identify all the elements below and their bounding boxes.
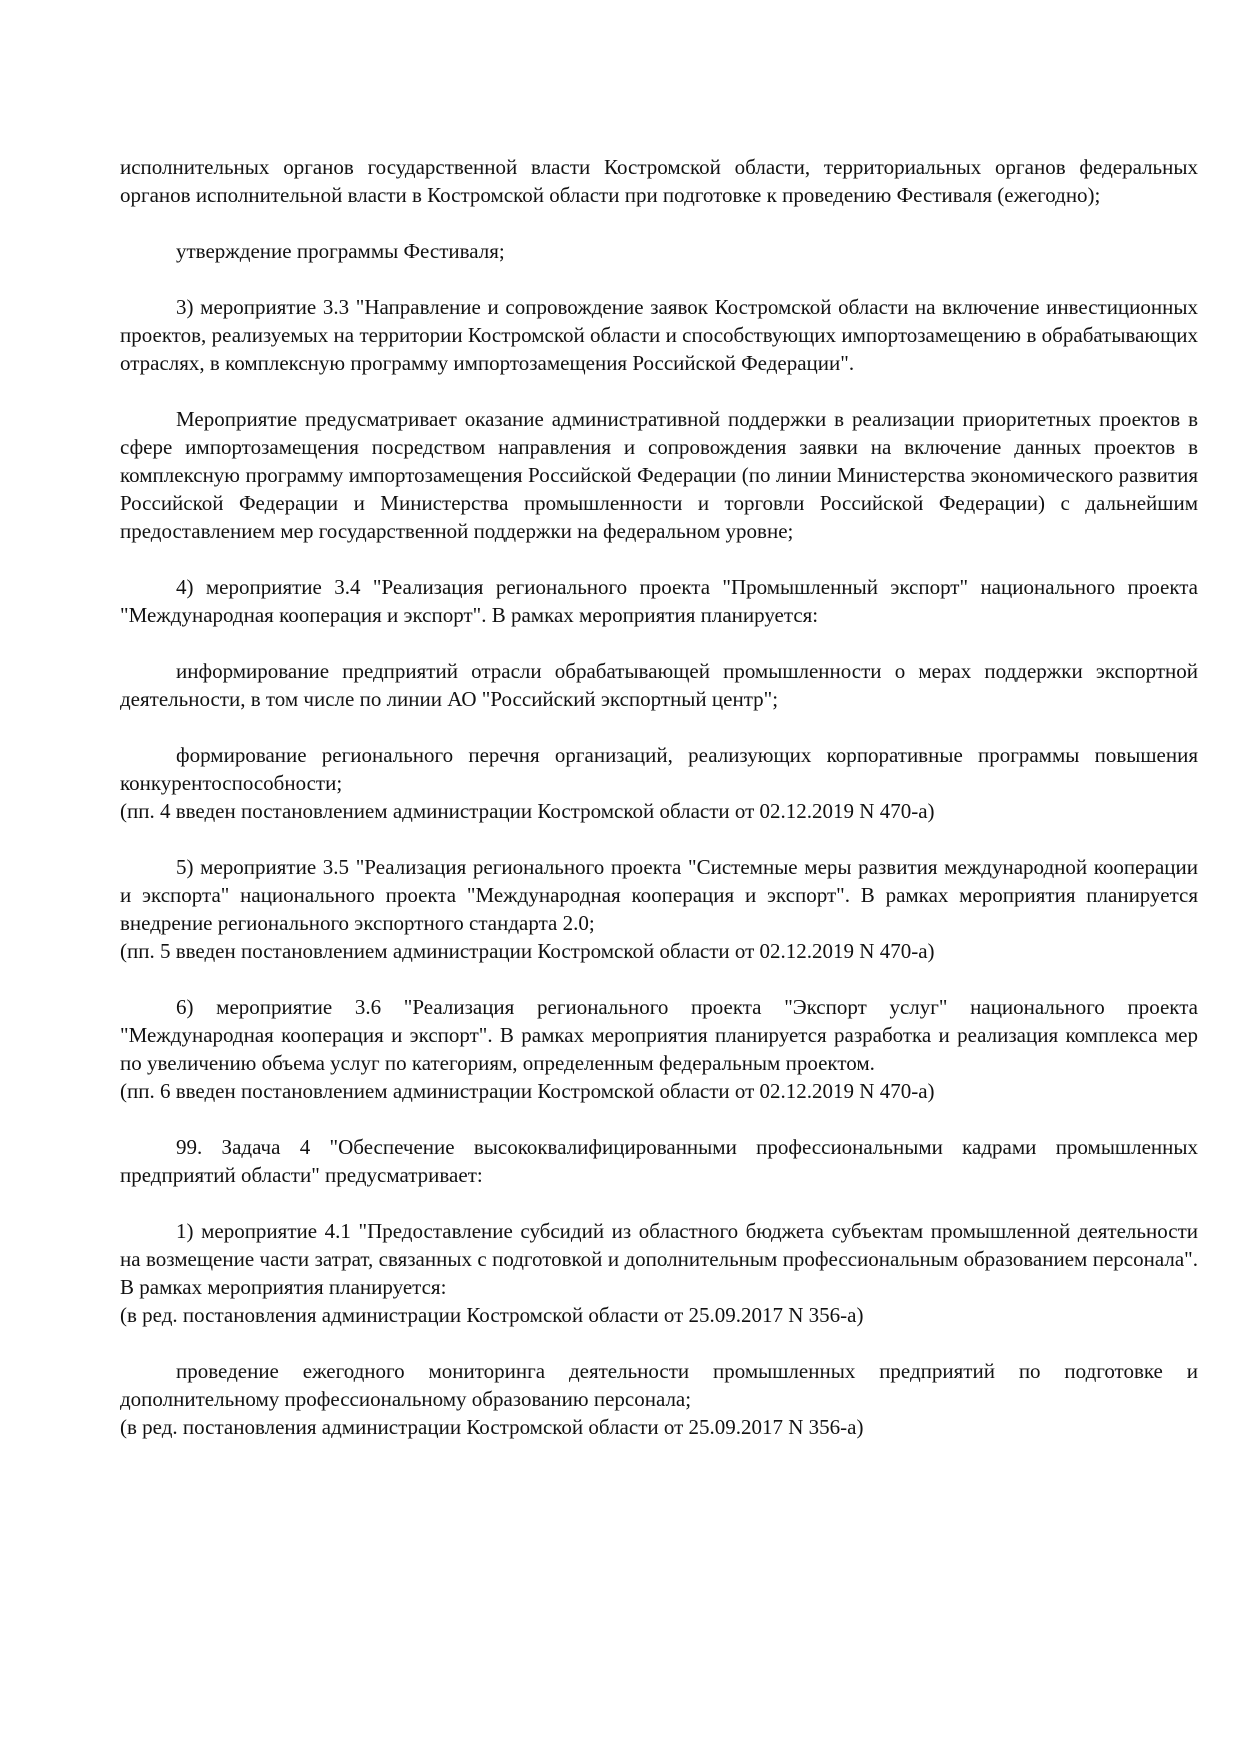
paragraph-measure-3-6: 6) мероприятие 3.6 "Реализация регионального проекта "Экспорт услуг" национального проекта "Международная кооперация и экспорт". В рамках мероприятия планируется разработка и реализация комплекса мер по увеличению объема услуг по категориям, определенным федеральным проектом. — [120, 995, 1198, 1075]
amendment-note: (пп. 6 введен постановлением администрации Костромской области от 02.12.2019 N 470-а) — [120, 1079, 935, 1103]
amendment-note: (в ред. постановления администрации Костромской области от 25.09.2017 N 356-а) — [120, 1415, 864, 1439]
paragraph-measure-3-3: 3) мероприятие 3.3 "Направление и сопровождение заявок Костромской области на включение инвестиционных проектов, реализуемых на территории Костромской области и способствующих импортозамещению в обрабатывающих отраслях, в комплексную программу импортозамещения Российской Федерации". — [120, 295, 1198, 375]
paragraph: утверждение программы Фестиваля; — [176, 239, 505, 263]
paragraph: проведение ежегодного мониторинга деятельности промышленных предприятий по подготовке и дополнительному профессиональному образованию персонала; — [120, 1359, 1198, 1411]
amendment-note: (в ред. постановления администрации Костромской области от 25.09.2017 N 356-а) — [120, 1303, 864, 1327]
paragraph-measure-4-1: 1) мероприятие 4.1 "Предоставление субсидий из областного бюджета субъектам промышленной деятельности на возмещение части затрат, связанных с подготовкой и дополнительным профессиональным образованием персонала". В рамках мероприятия планируется: — [120, 1219, 1198, 1299]
paragraph: Мероприятие предусматривает оказание административной поддержки в реализации приоритетных проектов в сфере импортозамещения посредством направления и сопровождения заявки на включение данных проектов в комплексную программу импортозамещения Российской Федерации (по линии Министерства экономического развития Российской Федерации и Министерства промышленности и торговли Российской Федерации) с дальнейшим предоставлением мер государственной поддержки на федеральном уровне; — [120, 407, 1198, 543]
document-page — [120, 153, 1198, 1469]
paragraph-measure-3-5: 5) мероприятие 3.5 "Реализация регионального проекта "Системные меры развития международной кооперации и экспорта" национального проекта "Международная кооперация и экспорт". В рамках мероприятия планируется внедрение регионального экспортного стандарта 2.0; — [120, 855, 1198, 935]
paragraph-continuation: исполнительных органов государственной власти Костромской области, территориальных органов федеральных органов исполнительной власти в Костромской области при подготовке к проведению Фестиваля (ежегодно); — [120, 155, 1198, 207]
paragraph: информирование предприятий отрасли обрабатывающей промышленности о мерах поддержки экспортной деятельности, в том числе по линии АО "Российский экспортный центр"; — [120, 659, 1198, 711]
paragraph-task-4: 99. Задача 4 "Обеспечение высококвалифицированными профессиональными кадрами промышленных предприятий области" предусматривает: — [120, 1135, 1198, 1187]
amendment-note: (пп. 5 введен постановлением администрации Костромской области от 02.12.2019 N 470-а) — [120, 939, 935, 963]
paragraph-measure-3-4: 4) мероприятие 3.4 "Реализация регионального проекта "Промышленный экспорт" национального проекта "Международная кооперация и экспорт". В рамках мероприятия планируется: — [120, 575, 1198, 627]
amendment-note: (пп. 4 введен постановлением администрации Костромской области от 02.12.2019 N 470-а) — [120, 799, 935, 823]
paragraph: формирование регионального перечня организаций, реализующих корпоративные программы повышения конкурентоспособности; — [120, 743, 1198, 795]
